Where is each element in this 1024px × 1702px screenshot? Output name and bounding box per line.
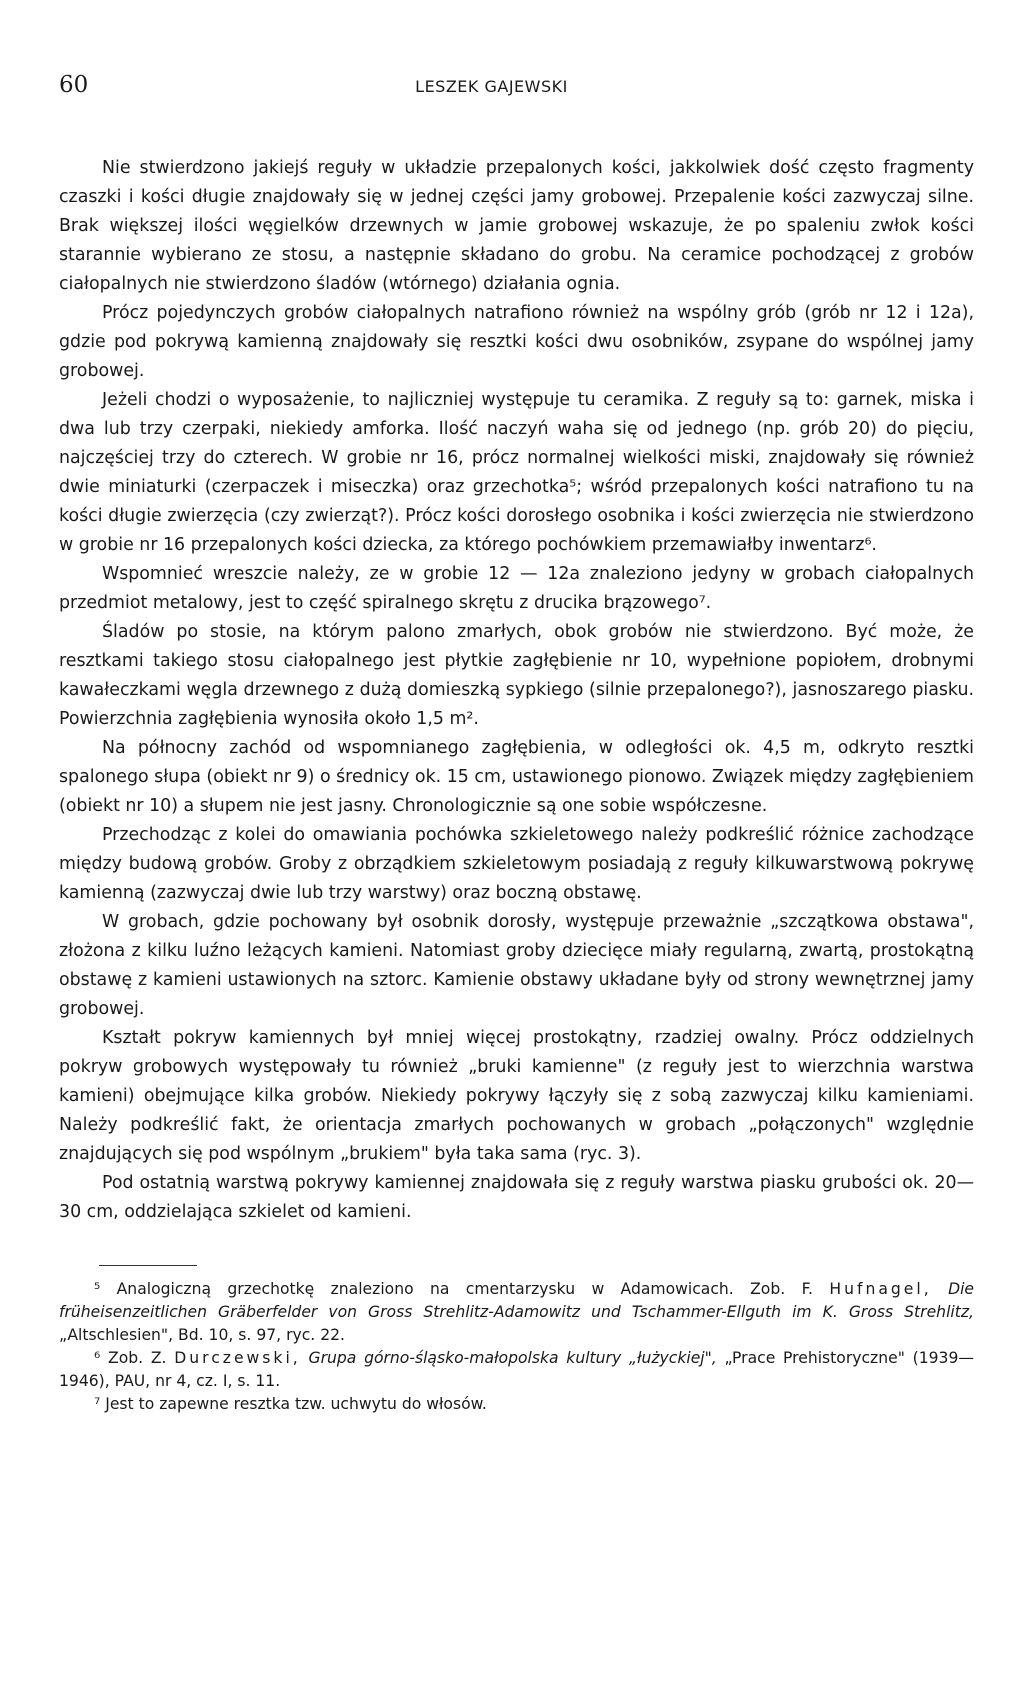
footnote-mark: ⁷ <box>94 1395 101 1413</box>
footnote-mark: ⁵ <box>94 1280 101 1298</box>
footnote-divider <box>99 1265 197 1266</box>
footnote-mark: ⁶ <box>94 1349 101 1367</box>
footnote-5 <box>59 1278 974 1347</box>
paragraph: Prócz pojedynczych grobów ciałopalnych natrafiono również na wspólny grób (grób nr 12 i 12a), gdzie pod pokrywą kamienną znajdowały się resztki kości dwu osobników, zsypane do wspólnej jamy grobowej. <box>59 303 974 381</box>
footnote-rest: „Prace Prehistoryczne" (1939—1946), PAU, nr 4, cz. I, s. 11. <box>59 1349 974 1390</box>
footnotes <box>59 1278 974 1416</box>
footnote-author: Hufnagel, <box>829 1280 932 1298</box>
footnote-7 <box>59 1393 974 1416</box>
main-text <box>59 154 974 1227</box>
paragraph: Nie stwierdzono jakiejś reguły w układzie przepalonych kości, jakkolwiek dość często fragmenty czaszki i kości długie znajdowały się w jednej części jamy grobowej. Przepalenie kości zazwyczaj silne. Brak większej ilości węgielków drzewnych w jamie grobowej wskazuje, że po spaleniu zwłok kości starannie wybierano ze stosu, a następnie składano do grobu. Na ceramice pochodzącej z grobów ciałopalnych nie stwierdzono śladów (wtórnego) działania ognia. <box>59 158 974 294</box>
running-head: LESZEK GAJEWSKI <box>415 77 568 96</box>
footnote-title: Die früheisenzeitlichen Gräberfelder von Gross Strehlitz-Adamowitz und Tschammer-Ellguth im K. Gross Strehlitz, <box>59 1280 975 1321</box>
footnote-lead: Analogiczną grzechotkę znaleziono na cmentarzysku w Adamowicach. Zob. F. <box>116 1280 813 1298</box>
paragraph: Na północny zachód od wspomnianego zagłębienia, w odległości ok. 4,5 m, odkryto resztki spalonego słupa (obiekt nr 9) o średnicy ok. 15 cm, ustawionego pionowo. Związek między zagłębieniem (obiekt nr 10) a słupem nie jest jasny. Chronologicznie są one sobie współczesne. <box>59 738 974 816</box>
footnote-6 <box>59 1347 974 1393</box>
footnote-author: Durczewski, <box>174 1349 301 1367</box>
paragraph: Kształt pokryw kamiennych był mniej więcej prostokątny, rzadziej owalny. Prócz oddzielnych pokryw grobowych występowały tu również „bruki kamienne" (z reguły jest to wierzchnia warstwa kamieni) obejmujące kilka grobów. Niekiedy pokrywy łączyły się z sobą zazwyczaj kilku kamieniami. Należy podkreślić fakt, że orientacja zmarłych pochowanych w grobach „połączonych" względnie znajdujących się pod wspólnym „brukiem" była taka sama (ryc. 3). <box>59 1028 974 1164</box>
footnote-text: Jest to zapewne resztka tzw. uchwytu do włosów. <box>105 1395 487 1413</box>
paragraph: Pod ostatnią warstwą pokrywy kamiennej znajdowała się z reguły warstwa piasku grubości ok. 20—30 cm, oddzielająca szkielet od kamieni. <box>59 1173 974 1222</box>
paragraph: W grobach, gdzie pochowany był osobnik dorosły, występuje przeważnie „szczątkowa obstawa", złożona z kilku luźno leżących kamieni. Natomiast groby dziecięce miały regularną, zwartą, prostokątną obstawę z kamieni ustawionych na sztorc. Kamienie obstawy układane były od strony wewnętrznej jamy grobowej. <box>59 912 974 1019</box>
footnote-lead: Zob. Z. <box>108 1349 167 1367</box>
paragraph: Wspomnieć wreszcie należy, ze w grobie 12 — 12a znaleziono jedyny w grobach ciałopalnych przedmiot metalowy, jest to część spiralnego skrętu z drucika brązowego⁷. <box>59 564 974 613</box>
paragraph: Przechodząc z kolei do omawiania pochówka szkieletowego należy podkreślić różnice zachodzące między budową grobów. Groby z obrządkiem szkieletowym posiadają z reguły kilkuwarstwową pokrywę kamienną (zazwyczaj dwie lub trzy warstwy) oraz boczną obstawę. <box>59 825 974 903</box>
page-number: 60 <box>59 72 89 98</box>
paragraph: Jeżeli chodzi o wyposażenie, to najliczniej występuje tu ceramika. Z reguły są to: garnek, miska i dwa lub trzy czerpaki, niekiedy amforka. Ilość naczyń waha się od jednego (np. grób 20) do pięciu, najczęściej trzy do czterech. W grobie nr 16, prócz normalnej wielkości miski, znajdowały się również dwie miniaturki (czerpaczek i miseczka) oraz grzechotka⁵; wśród przepalonych kości natrafiono tu na kości długie zwierzęcia (czy zwierząt?). Prócz kości dorosłego osobnika i kości zwierzęcia nie stwierdzono w grobie nr 16 przepalonych kości dziecka, za którego pochówkiem przemawiałby inwentarz⁶. <box>59 390 974 555</box>
footnote-rest: „Altschlesien", Bd. 10, s. 97, ryc. 22. <box>59 1326 345 1344</box>
footnote-title: Grupa górno-śląsko-małopolska kultury „łużyckiej", <box>308 1349 717 1367</box>
paragraph: Śladów po stosie, na którym palono zmarłych, obok grobów nie stwierdzono. Być może, że resztkami takiego stosu ciałopalnego jest płytkie zagłębienie nr 10, wypełnione popiołem, drobnymi kawałeczkami węgla drzewnego z dużą domieszką sypkiego (silnie przepalonego?), jasnoszarego piasku. Powierzchnia zagłębienia wynosiła około 1,5 m². <box>59 622 974 729</box>
page-header <box>59 72 974 112</box>
